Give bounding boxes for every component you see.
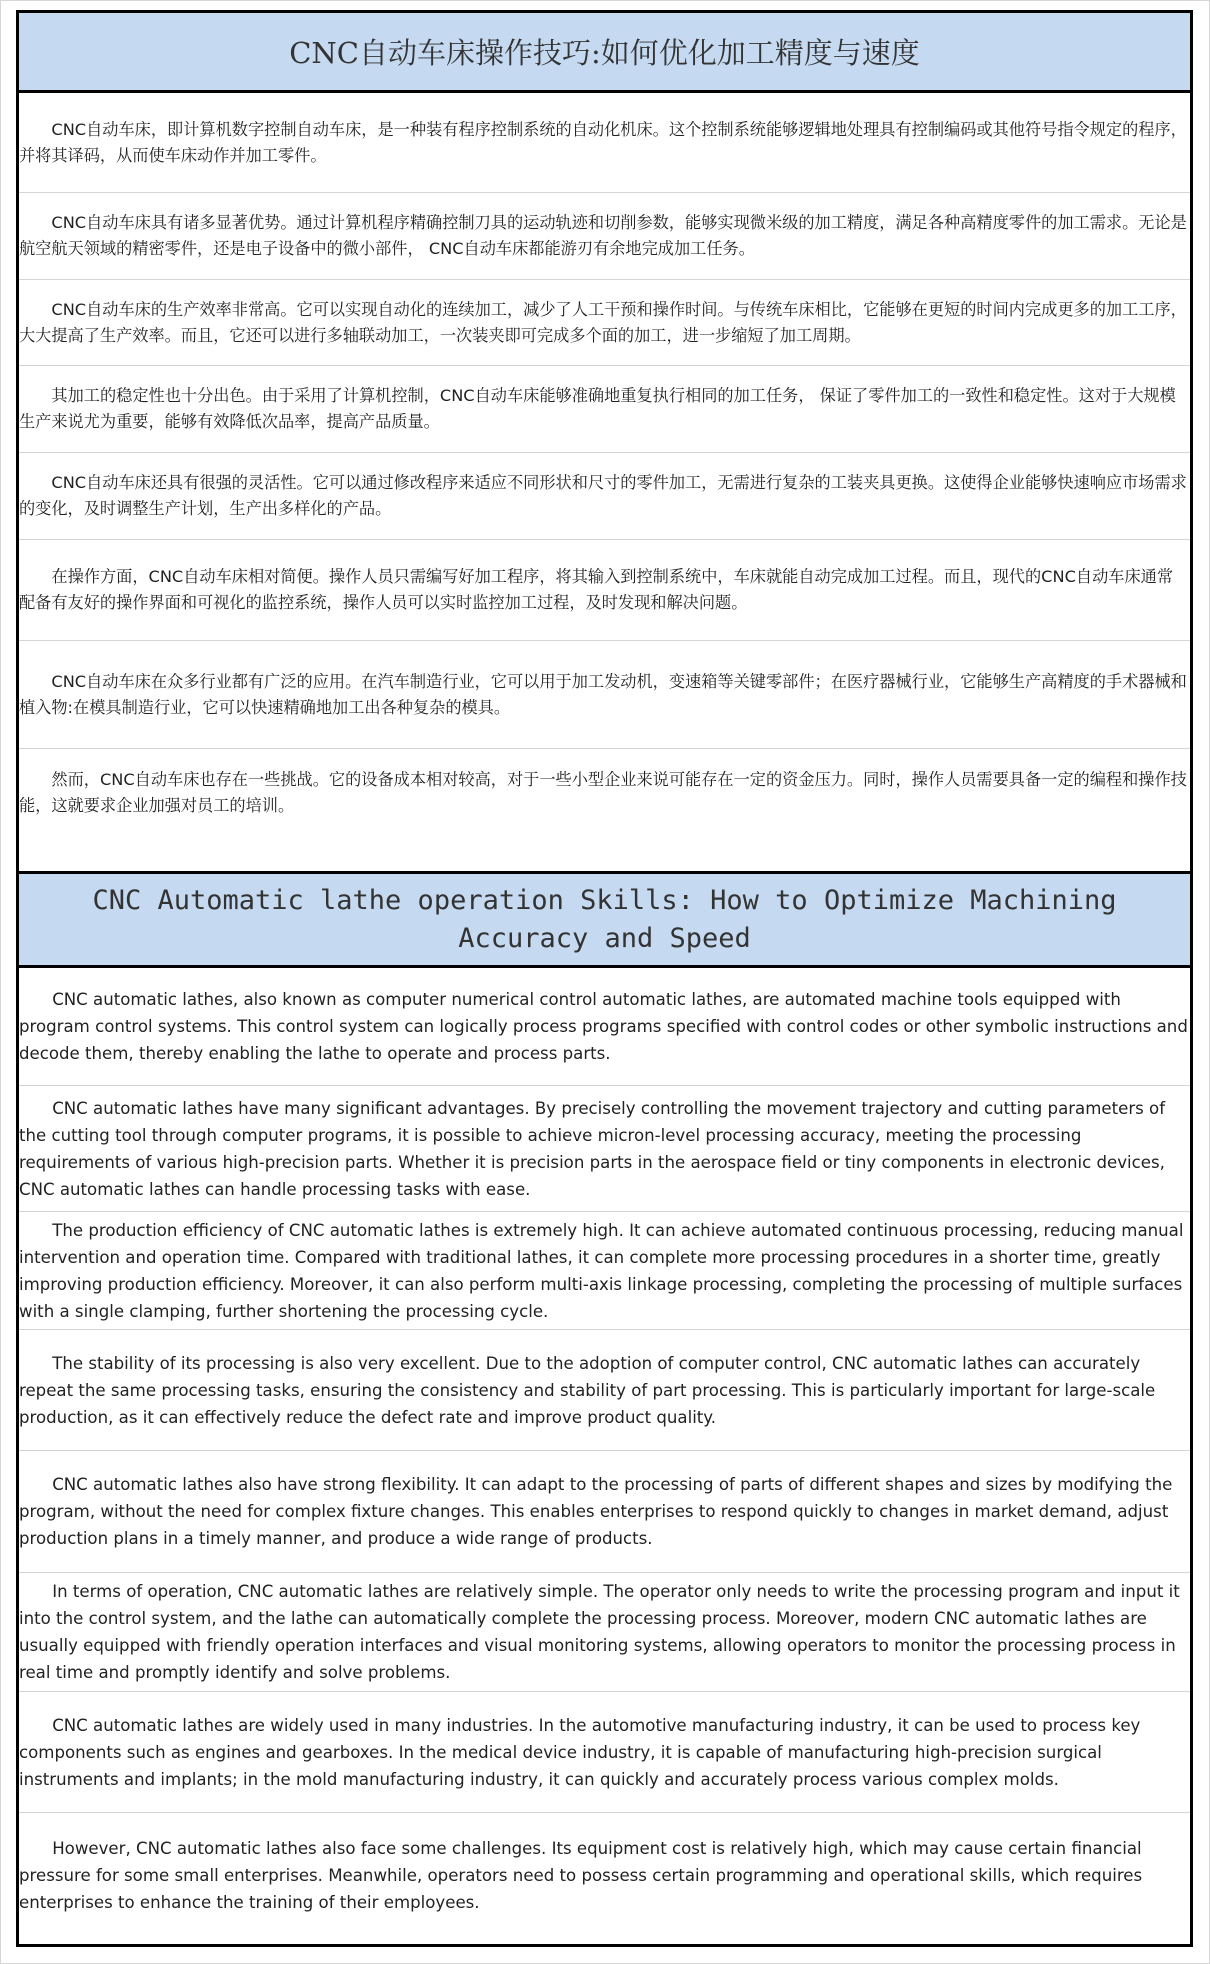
english-article-table bbox=[16, 871, 1193, 1947]
english-paragraph: In terms of operation, CNC automatic lathes are relatively simple. The operator only needs to write the processing program and input it into the control system, and the lathe can automatically complete the processing process. Moreover, modern CNC automatic lathes are usually equipped with friendly operation interfaces and visual monitoring systems, allowing operators to monitor the processing process in real time and promptly identify and solve problems. bbox=[19, 1582, 1180, 1682]
chinese-paragraph: CNC自动车床在众多行业都有广泛的应用。在汽车制造行业，它可以用于加工发动机，变速箱等关键零部件；在医疗器械行业，它能够生产高精度的手术器械和植入物:在模具制造行业，它可以快速精确地加工出各种复杂的模具。 bbox=[19, 671, 1187, 717]
english-paragraph-row bbox=[19, 1692, 1190, 1813]
chinese-paragraph-row bbox=[19, 93, 1190, 193]
chinese-paragraph-row bbox=[19, 280, 1190, 366]
section-spacer bbox=[16, 836, 1193, 874]
chinese-paragraph: CNC自动车床的生产效率非常高。它可以实现自动化的连续加工，减少了人工干预和操作时间。与传统车床相比，它能够在更短的时间内完成更多的加工工序，大大提高了生产效率。而且，它还可以进行多轴联动加工，一次装夹即可完成多个面的加工，进一步缩短了加工周期。 bbox=[19, 299, 1187, 345]
chinese-paragraph-row bbox=[19, 641, 1190, 749]
chinese-paragraph: CNC自动车床还具有很强的灵活性。它可以通过修改程序来适应不同形状和尺寸的零件加工，无需进行复杂的工装夹具更换。这使得企业能够快速响应市场需求的变化，及时调整生产计划，生产出多样化的产品。 bbox=[19, 473, 1187, 518]
chinese-paragraph: 在操作方面，CNC自动车床相对简便。操作人员只需编写好加工程序，将其输入到控制系统中，车床就能自动完成加工过程。而且，现代的CNC自动车床通常配备有友好的操作界面和可视化的监控系统，操作人员可以实时监控加工过程，及时发现和解决问题。 bbox=[19, 567, 1174, 612]
chinese-paragraph: 然而，CNC自动车床也存在一些挑战。它的设备成本相对较高，对于一些小型企业来说可能存在一定的资金压力。同时，操作人员需要具备一定的编程和操作技能，这就要求企业加强对员工的培训。 bbox=[19, 769, 1187, 815]
chinese-article-table bbox=[16, 10, 1193, 839]
english-paragraph-row bbox=[19, 1573, 1190, 1692]
chinese-title: CNC自动车床操作技巧:如何优化加工精度与速度 bbox=[289, 36, 920, 70]
english-paragraph-row bbox=[19, 1813, 1190, 1938]
english-paragraph: CNC automatic lathes also have strong flexibility. It can adapt to the processing of parts of different shapes and sizes by modifying the program, without the need for complex fixture changes. This enables enterprises to respond quickly to changes in market demand, adjust production plans in a timely manner, and produce a wide range of products. bbox=[19, 1475, 1173, 1548]
chinese-paragraph-row bbox=[19, 540, 1190, 641]
chinese-paragraph: CNC自动车床具有诸多显著优势。通过计算机程序精确控制刀具的运动轨迹和切削参数，能够实现微米级的加工精度，满足各种高精度零件的加工需求。无论是航空航天领域的精密零件，还是电子设备中的微小部件， CNC自动车床都能游刃有余地完成加工任务。 bbox=[19, 213, 1187, 258]
english-paragraph: The production efficiency of CNC automatic lathes is extremely high. It can achieve automated continuous processing, reducing manual intervention and operation time. Compared with traditional lathes, it can complete more processing procedures in a shorter time, greatly improving production efficiency. Moreover, it can also perform multi-axis linkage processing, completing the processing of multiple surfaces with a single clamping, further shortening the processing cycle. bbox=[19, 1220, 1184, 1321]
english-paragraph-row bbox=[19, 1212, 1190, 1330]
chinese-paragraph: 其加工的稳定性也十分出色。由于采用了计算机控制，CNC自动车床能够准确地重复执行相同的加工任务， 保证了零件加工的一致性和稳定性。这对于大规模生产来说尤为重要，能够有效降低次品率，提高产品质量。 bbox=[19, 386, 1176, 431]
english-paragraph-row bbox=[19, 1451, 1190, 1573]
english-title: CNC Automatic lathe operation Skills: How to Optimize Machining Accuracy and Speed bbox=[92, 884, 1117, 954]
english-paragraph-row bbox=[19, 968, 1190, 1086]
english-paragraph: CNC automatic lathes are widely used in many industries. In the automotive manufacturing industry, it can be used to process key components such as engines and gearboxes. In the medical device industry, it is capable of manufacturing high-precision surgical instruments and implants; in the mold manufacturing industry, it can quickly and accurately process various complex molds. bbox=[19, 1715, 1141, 1789]
chinese-paragraph: CNC自动车床，即计算机数字控制自动车床，是一种装有程序控制系统的自动化机床。这个控制系统能够逻辑地处理具有控制编码或其他符号指令规定的程序，并将其译码，从而使车床动作并加工零件。 bbox=[19, 119, 1187, 165]
english-paragraph-row bbox=[19, 1330, 1190, 1451]
chinese-paragraph-row bbox=[19, 366, 1190, 453]
chinese-paragraph-row bbox=[19, 453, 1190, 540]
chinese-paragraph-row bbox=[19, 193, 1190, 280]
english-paragraph: The stability of its processing is also very excellent. Due to the adoption of computer control, CNC automatic lathes can accurately repeat the same processing tasks, ensuring the consistency and stability of part processing. This is particularly important for large-scale production, as it can effectively reduce the defect rate and improve product quality. bbox=[19, 1353, 1156, 1427]
chinese-title-cell bbox=[19, 13, 1190, 93]
english-paragraph: CNC automatic lathes have many significant advantages. By precisely controlling the movement trajectory and cutting parameters of the cutting tool through computer programs, it is possible to achieve micron-level processing accuracy, meeting the processing requirements of various high-precision parts. Whether it is precision parts in the aerospace field or tiny components in electronic devices, CNC automatic lathes can handle processing tasks with ease. bbox=[19, 1098, 1166, 1199]
english-paragraph-row bbox=[19, 1086, 1190, 1212]
english-paragraph: CNC automatic lathes, also known as computer numerical control automatic lathes, are automated machine tools equipped with program control systems. This control system can logically process programs specified with control codes or other symbolic instructions and decode them, thereby enabling the lathe to operate and process parts. bbox=[19, 990, 1188, 1063]
english-paragraph: However, CNC automatic lathes also face some challenges. Its equipment cost is relatively high, which may cause certain financial pressure for some small enterprises. Meanwhile, operators need to possess certain programming and operational skills, which requires enterprises to enhance the training of their employees. bbox=[19, 1839, 1143, 1912]
chinese-paragraph-row bbox=[19, 749, 1190, 836]
english-title-cell bbox=[19, 874, 1190, 968]
